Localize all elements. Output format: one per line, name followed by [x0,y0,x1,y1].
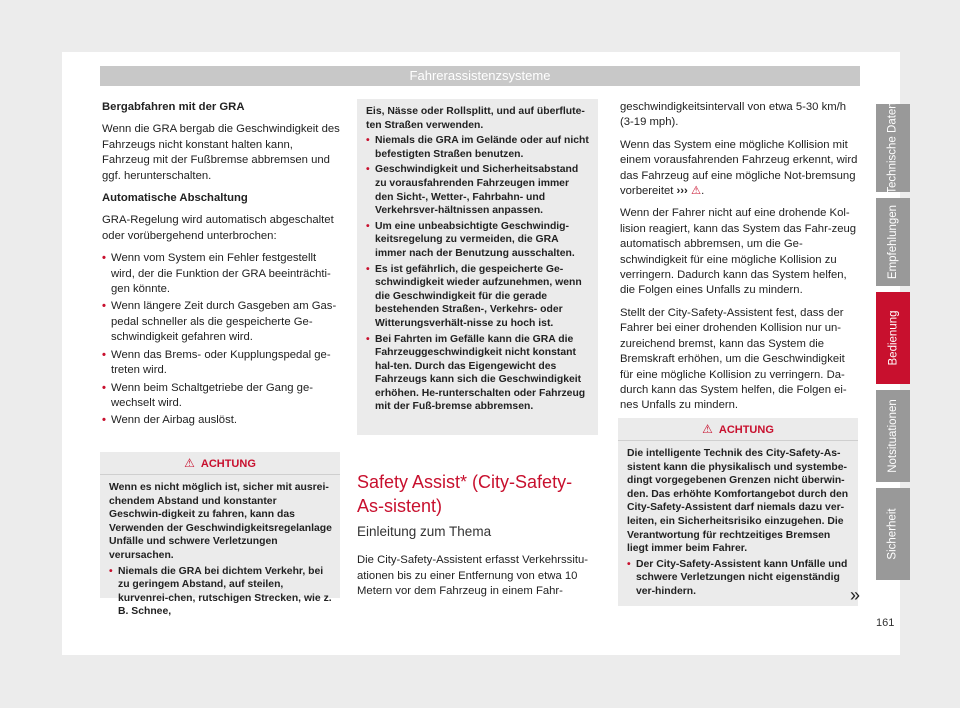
list-item: • Bei Fahrten im Gefälle kann die GRA die Fahrzeuggeschwindigkeit nicht konstant hal-ten. Durch das Eigengewicht des Fahrzeugs kann sich die Geschwindigkeit erhöhen. He-runterschalten oder Fahrzeug mit der Fuß-bremse abbremsen. [366,333,586,413]
warning-list [109,565,332,619]
paragraph: Wenn die GRA bergab die Geschwindigkeit des Fahrzeugs nicht konstant halten kann, Fahrzeug mit der Fußbremse abbremsen und ggf. herunterschalten. [102,123,340,182]
bullet-icon: • [627,558,631,570]
tab-bedienung[interactable]: Bedienung [876,292,910,384]
warning-body [100,475,340,627]
list-item: • Um eine unbeabsichtigte Geschwindig-keitsregelung zu vermeiden, die GRA immer nach der Benutzung ausschalten. [366,220,575,259]
paragraph: GRA-Regelung wird automatisch abgeschaltet oder vorübergehend unterbrochen: [102,214,334,242]
paragraph: geschwindigkeitsintervall von etwa 5-30 km/h (3-19 mph). [620,101,847,129]
list-item: • Wenn vom System ein Fehler festgestellt wird, der die Funktion der GRA beeinträchti-gen könnte. [102,252,331,296]
warning-list [627,558,850,599]
bullet-icon: • [366,135,370,147]
paragraph: Wenn das System eine mögliche Kollision mit einem vorausfahrenden Fahrzeug erkennt, wird das Fahrzeug auf eine mögliche Not-bremsung vorbereitet ››› ⚠. [620,138,858,198]
list-item: • Niemals die GRA bei dichtem Verkehr, bei zu geringem Abstand, auf steilen, kurvenrei-chen, rutschigen Strecken, wie z. B. Schnee, [109,565,332,618]
warning-box-continued [357,99,598,435]
section-safety-assist [357,470,597,607]
bullet-icon: • [102,252,106,265]
warning-header: ⚠ ACHTUNG [100,452,340,475]
warning-box [100,452,340,618]
column-3 [620,100,860,421]
list-item: • Es ist gefährlich, die gespeicherte Ge-schwindigkeit wieder aufzunehmen, wenn die Geschwindigkeit für die gerade bestehenden Straßen-, Verkehrs- oder Witterungsverhält-nisse zu hoch ist. [366,263,582,329]
section-title: Safety Assist* (City-Safety-As-sistent) [357,472,573,516]
page-header: Fahrerassistenzsysteme [100,66,860,86]
bullet-icon: • [366,333,370,345]
bullet-list [102,251,342,428]
warning-body [357,99,598,422]
list-item: • Geschwindigkeit und Sicherheitsabstand zu vorausfahrenden Fahrzeugen immer den Sicht-, Wetter-, Fahrbahn- und Verkehrsver-hältnissen anpassen. [366,164,579,217]
page-number: 161 [876,617,895,629]
warning-triangle-icon: ⚠ [702,422,713,436]
warning-body [618,441,861,607]
warning-text: Die intelligente Technik des City-Safety-As-sistent kann die physikalisch und systembe-dingt vorgegebenen Grenzen nicht überwin-den. Das erhöhte Komfortangebot durch den City-Safety-Assistent darf niemals dazu ver-leiten, ein Sicherheitsrisiko einzugehen. Die Verantwortung für rechtzeitiges Bremsen liegt immer beim Fahrer. [627,448,849,555]
heading-abschaltung: Automatische Abschaltung [102,192,248,205]
list-item: • Wenn längere Zeit durch Gasgeben am Gas-pedal schneller als die gespeicherte Ge-schwindigkeit gefahren wird. [102,300,337,344]
list-item: • Wenn der Airbag auslöst. [102,413,342,428]
warning-header: ⚠ ACHTUNG [618,418,858,441]
warning-box [618,418,861,606]
tab-technische-daten[interactable]: Technische Daten [876,104,910,192]
warning-triangle-icon: ⚠ [184,456,195,470]
list-item: • Wenn beim Schaltgetriebe der Gang ge-wechselt wird. [102,381,313,409]
bullet-icon: • [102,381,106,394]
continue-arrow-icon: » [850,585,861,605]
bullet-icon: • [366,263,370,275]
bullet-icon: • [102,300,106,313]
tab-notsituationen[interactable]: Notsituationen [876,390,910,482]
warning-text: Wenn es nicht möglich ist, sicher mit ausrei-chendem Abstand und konstanter Geschwin-digkeit zu fahren, kann das Verwenden der Geschwindigkeitsregelanlage Unfälle und schwere Verletzungen verursachen. [109,482,332,561]
list-item: • Der City-Safety-Assistent kann Unfälle und schwere Verletzungen nicht eigenständig ver-hindern. [627,558,848,597]
list-item: • Niemals die GRA im Gelände oder auf nicht befestigten Straßen benutzen. [366,135,589,160]
bullet-icon: • [366,164,370,176]
bullet-icon: • [109,565,113,577]
bullet-icon: • [102,348,106,361]
bullet-icon: • [366,220,370,232]
paragraph: Stellt der City-Safety-Assistent fest, dass der Fahrer bei einer drohenden Kollision nur un-zureichend bremst, kann das System die Bremskraft erhöhen, um die Geschwindigkeit für eine mögliche Kollision zu verringern. Da-durch kann das System helfen, die Folgen ei-nes Unfalls zu mindern. [620,306,847,412]
heading-bergabfahren: Bergabfahren mit der GRA [102,101,245,113]
cross-reference-link[interactable]: ››› [676,185,688,198]
paragraph: Wenn der Fahrer nicht auf eine drohende Kol-lision reagiert, kann das System das Fahr-zeug automatisch abbremsen, um die Ge-schwindigkeit für eine mögliche Kollision zu verringern. Dadurch kann das System helfen, die Folgen eines Unfalls zu mindern. [620,207,857,297]
column-1 [102,100,342,431]
paragraph: Die City-Safety-Assistent erfasst Verkehrssitu-ationen bis zu einer Entfernung von etwa 10 Metern vor dem Fahrzeug in einem Fahr- [357,554,589,598]
bullet-icon: • [102,414,106,427]
tab-empfehlungen[interactable]: Empfehlungen [876,198,910,286]
warning-triangle-icon: ⚠ [690,185,702,198]
tab-sicherheit[interactable]: Sicherheit [876,488,910,580]
list-item: • Wenn das Brems- oder Kupplungspedal ge-treten wird. [102,348,331,377]
section-subtitle: Einleitung zum Thema [357,524,492,539]
warning-text: Eis, Nässe oder Rollsplitt, und auf überflute-ten Straßen verwenden. [366,106,585,131]
warning-list [366,134,590,414]
